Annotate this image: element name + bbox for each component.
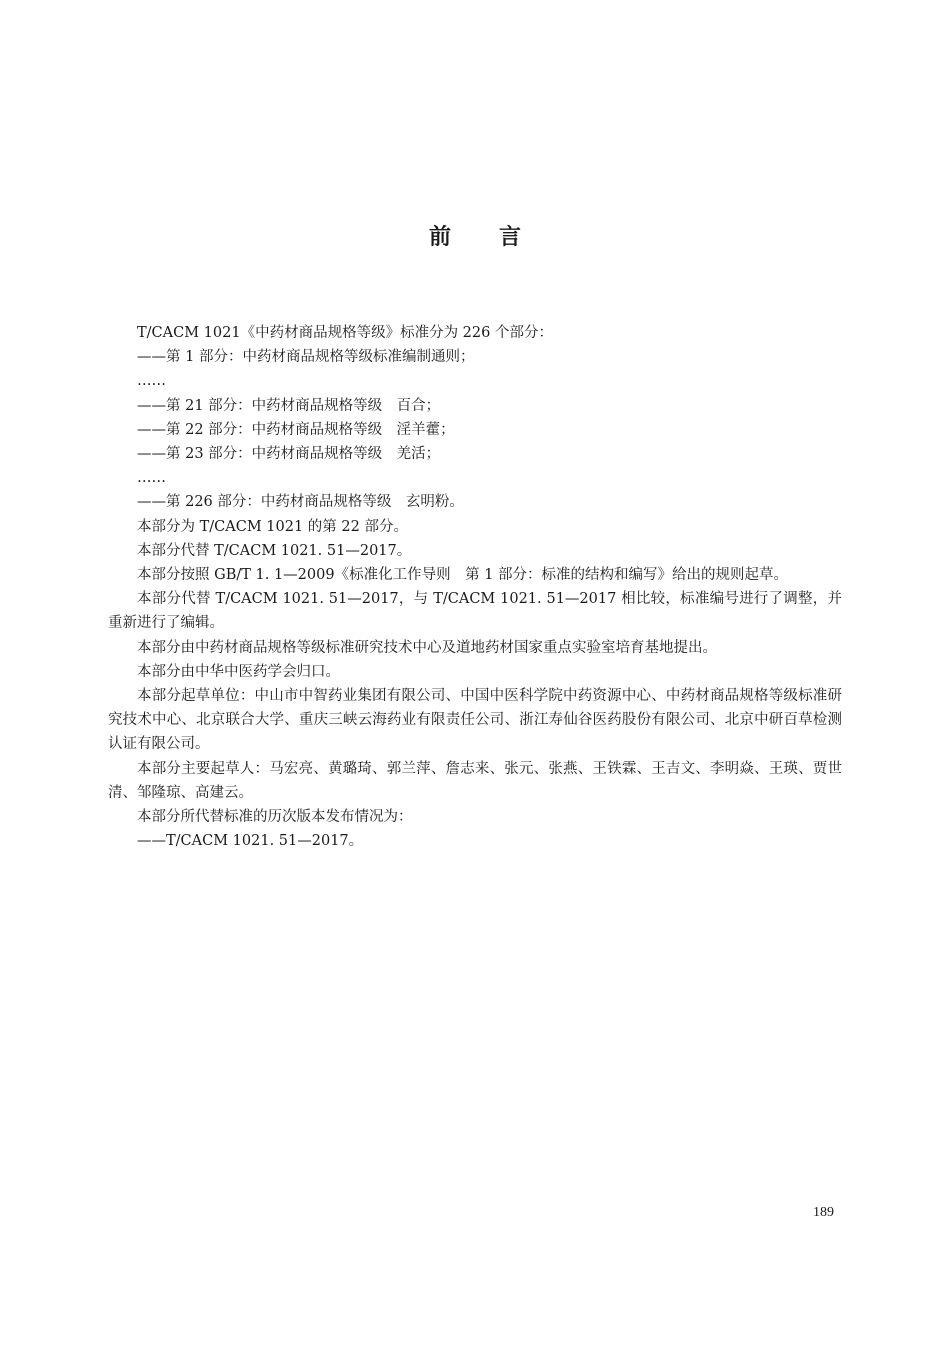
paragraph: 本部分代替 T/CACM 1021. 51—2017。	[137, 542, 412, 559]
title-char-1: 前	[428, 225, 451, 250]
title-char-2: 言	[499, 225, 522, 250]
page-title	[0, 220, 950, 251]
paragraph: 本部分代替 T/CACM 1021. 51—2017，与 T/CACM 1021. 51—2017 相比较，标准编号进行了调整，并重新进行了编辑。	[108, 591, 842, 632]
page-number: 189	[813, 1205, 834, 1220]
paragraph: ——第 22 部分：中药材商品规格等级 淫羊藿；	[137, 421, 455, 438]
paragraph: 本部分为 T/CACM 1021 的第 22 部分。	[137, 518, 408, 535]
foreword-body	[108, 321, 842, 853]
paragraph: 本部分按照 GB/T 1. 1—2009《标准化工作导则 第 1 部分：标准的结构和编写》给出的规则起草。	[137, 567, 789, 584]
paragraph: ……	[137, 470, 166, 487]
paragraph: 本部分由中华中医药学会归口。	[137, 663, 340, 680]
paragraph: 本部分由中药材商品规格等级标准研究技术中心及道地药材国家重点实验室培育基地提出。	[137, 639, 717, 656]
paragraph: ……	[137, 373, 166, 390]
paragraph: ——第 23 部分：中药材商品规格等级 羌活；	[137, 446, 441, 463]
paragraph: 本部分主要起草人：马宏亮、黄璐琦、郭兰萍、詹志来、张元、张燕、王铁霖、王吉文、李明焱、王瑛、贾世清、邹隆琼、高建云。	[108, 760, 842, 801]
paragraph: 本部分所代替标准的历次版本发布情况为：	[137, 809, 413, 826]
paragraph: ——第 226 部分：中药材商品规格等级 玄明粉。	[137, 494, 464, 511]
paragraph: ——T/CACM 1021. 51—2017。	[137, 833, 364, 850]
paragraph: ——第 1 部分：中药材商品规格等级标准编制通则；	[137, 349, 475, 366]
paragraph: ——第 21 部分：中药材商品规格等级 百合；	[137, 397, 441, 414]
paragraph: T/CACM 1021《中药材商品规格等级》标准分为 226 个部分：	[137, 325, 553, 341]
paragraph: 本部分起草单位：中山市中智药业集团有限公司、中国中医科学院中药资源中心、中药材商品规格等级标准研究技术中心、北京联合大学、重庆三峡云海药业有限责任公司、浙江寿仙谷医药股份有限公司、北京中研百草检测认证有限公司。	[108, 688, 842, 753]
